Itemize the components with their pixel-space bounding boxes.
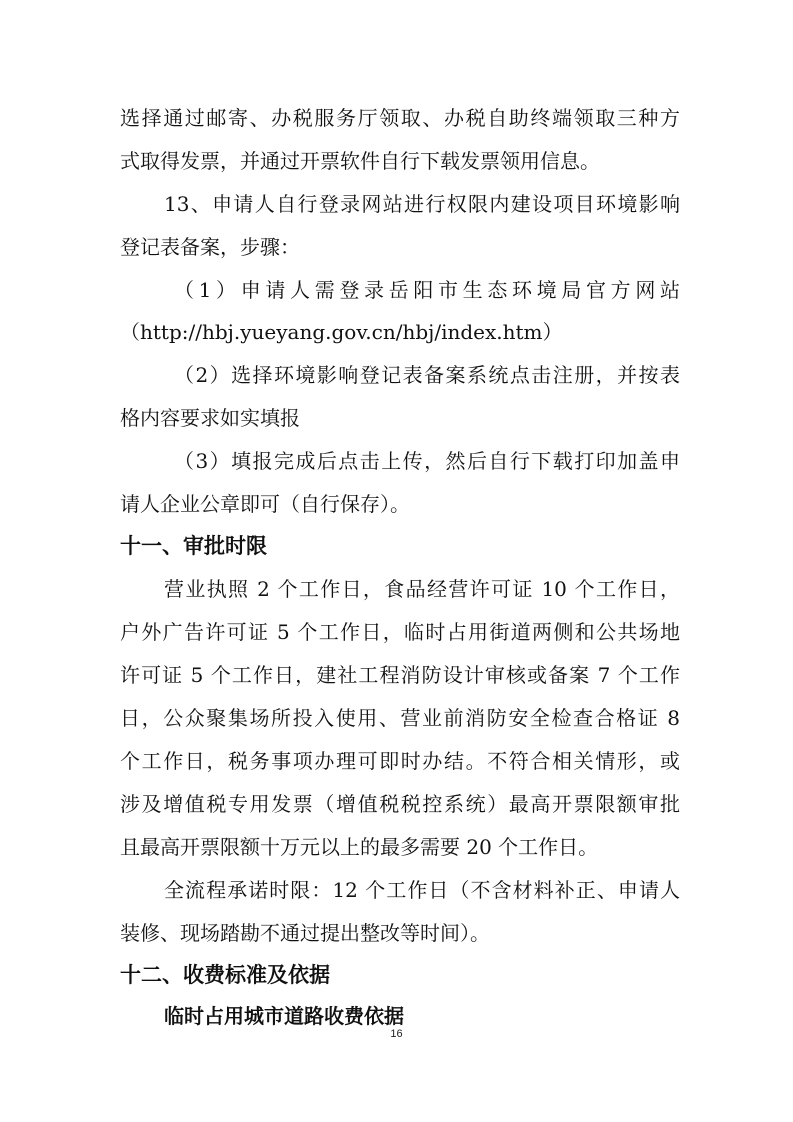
step-line: 格内容要求如实填报: [120, 406, 300, 430]
step-line: 请人企业公章即可（自行保存）。: [120, 492, 410, 516]
section-heading: 十二、收费标准及依据: [120, 963, 330, 987]
step-line: （1）申请人需登录岳阳市生态环境局官方网站: [174, 278, 680, 302]
paragraph-line: 营业执照 2 个工作日，食品经营许可证 10 个工作日，: [164, 577, 680, 601]
paragraph-line: 且最高开票限额十万元以上的最多需要 20 个工作日。: [120, 835, 599, 859]
paragraph-line: 选择通过邮寄、办税服务厅领取、办税自助终端领取三种方: [120, 106, 680, 130]
step-line: （2）选择环境影响登记表备案系统点击注册，并按表: [174, 363, 680, 387]
step-line: （3）填报完成后点击上传，然后自行下载打印加盖申: [174, 449, 680, 473]
paragraph-line: 装修、现场踏勘不通过提出整改等时间）。: [120, 921, 490, 945]
section-heading: 十一、审批时限: [120, 534, 267, 558]
paragraph-line: 户外广告许可证 5 个工作日，临时占用街道两侧和公共场地: [120, 620, 680, 644]
paragraph-line: 个工作日，税务事项办理可即时办结。不符合相关情形，或: [120, 749, 680, 773]
paragraph-line: 许可证 5 个工作日，建社工程消防设计审核或备案 7 个工作: [120, 663, 680, 687]
paragraph-line: 日，公众聚集场所投入使用、营业前消防安全检查合格证 8: [120, 706, 680, 730]
subsection-heading: 临时占用城市道路收费依据: [164, 1004, 404, 1028]
paragraph-line: 登记表备案，步骤：: [120, 235, 300, 259]
page-number: 16: [390, 1028, 403, 1040]
paragraph-line: 式取得发票，并通过开票软件自行下载发票领用信息。: [120, 149, 600, 173]
paragraph-line: 涉及增值税专用发票（增值税税控系统）最高开票限额审批: [120, 792, 680, 816]
paragraph-line: 全流程承诺时限：12 个工作日（不含材料补正、申请人: [164, 878, 680, 902]
paragraph-line: 13、申请人自行登录网站进行权限内建设项目环境影响: [164, 192, 680, 216]
url-line: （http://hbj.yueyang.gov.cn/hbj/index.htm）: [120, 320, 563, 344]
